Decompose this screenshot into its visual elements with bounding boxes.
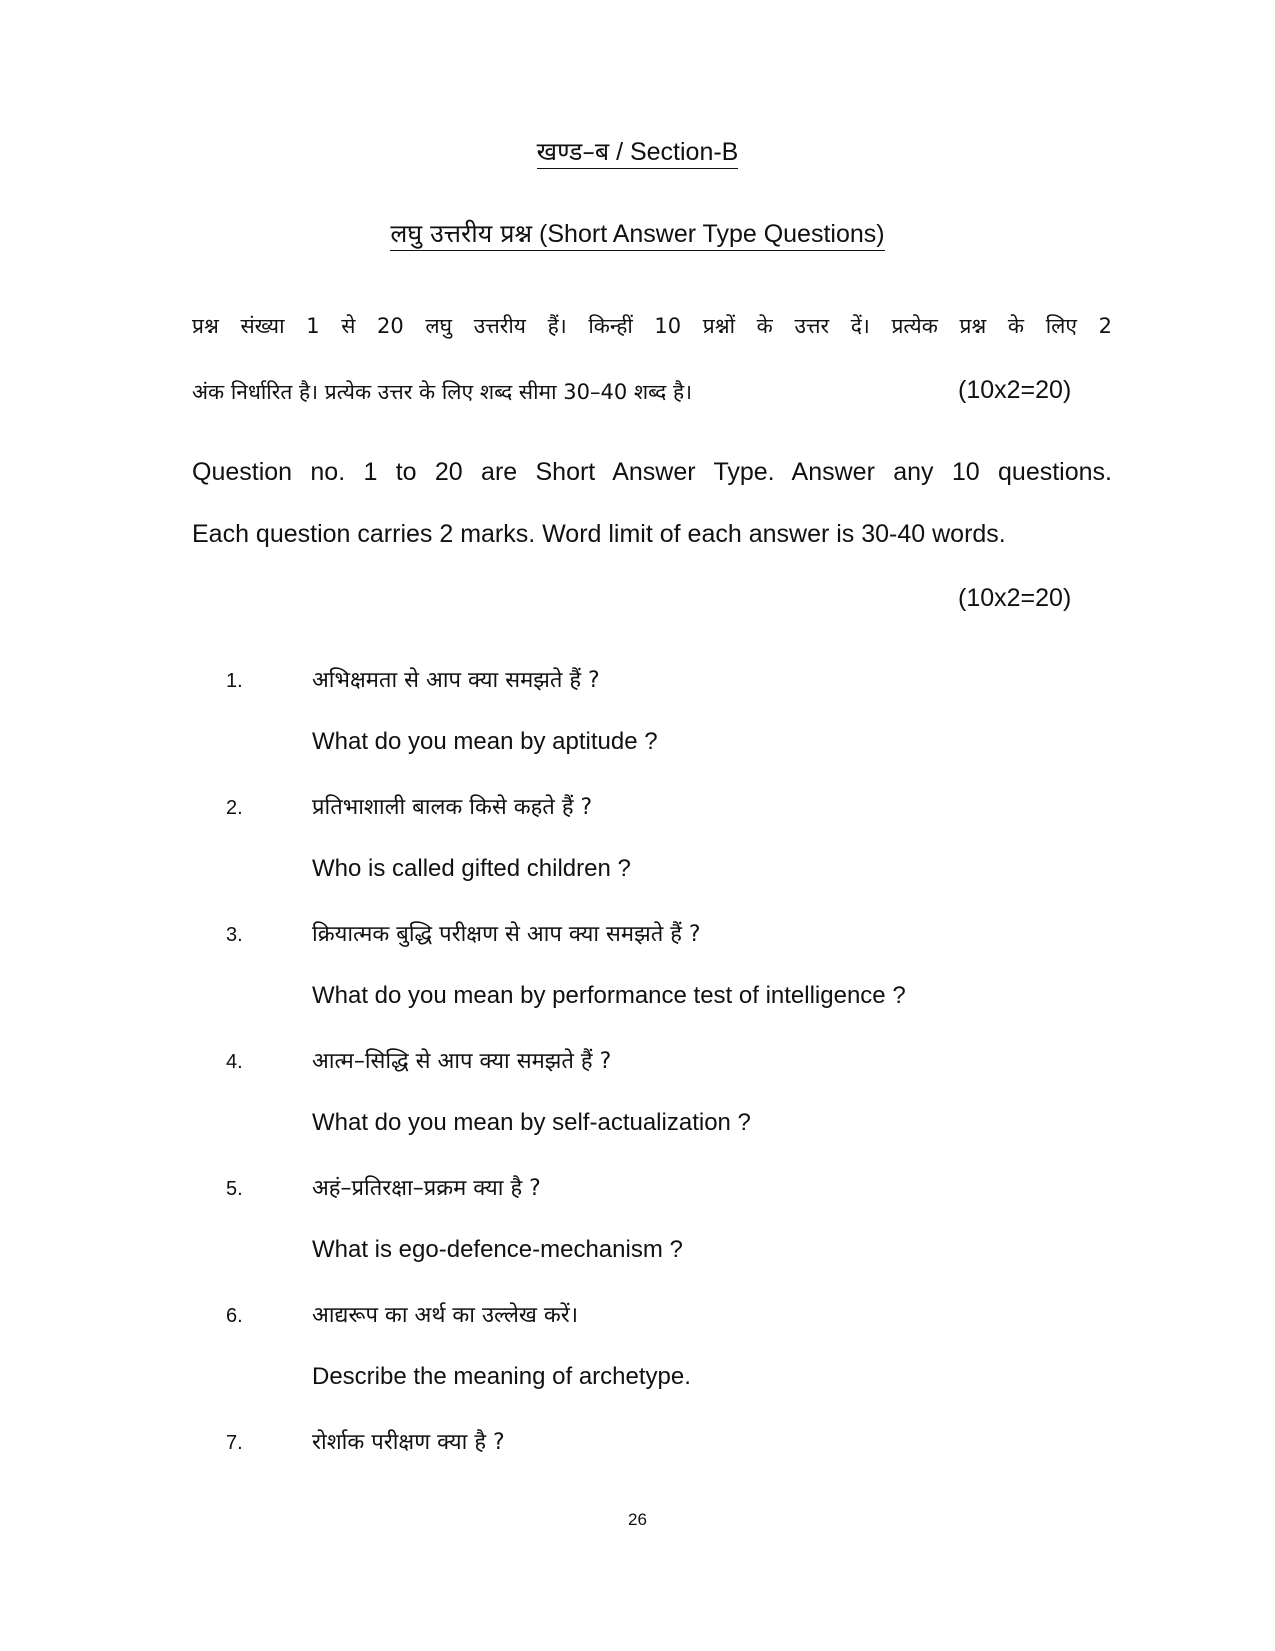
page-number: 26	[628, 1510, 647, 1529]
question-number: 4.	[226, 1051, 243, 1073]
question-type-hindi: लघु उत्तरीय प्रश्न	[390, 219, 533, 248]
question-text-hindi: अभिक्षमता से आप क्या समझते हैं ?	[312, 668, 600, 693]
question-text-hindi: क्रियात्मक बुद्धि परीक्षण से आप क्या समझते हैं ?	[312, 922, 701, 947]
question-text-hindi: प्रतिभाशाली बालक किसे कहते हैं ?	[312, 795, 593, 820]
question-text-hindi: रोर्शाक परीक्षण क्या है ?	[312, 1430, 505, 1455]
question-number: 6.	[226, 1305, 243, 1327]
instructions-hindi-line-2: अंक निर्धारित है। प्रत्येक उत्तर के लिए शब्द सीमा 30–40 शब्द है।	[192, 380, 693, 404]
question-text-hindi: आत्म–सिद्धि से आप क्या समझते हैं ?	[312, 1049, 612, 1074]
question-text-hindi: अहं–प्रतिरक्षा–प्रक्रम क्या है ?	[312, 1176, 541, 1201]
instructions-hindi-line-1: प्रश्न संख्या 1 से 20 लघु उत्तरीय हैं। किन्हीं 10 प्रश्नों के उत्तर दें। प्रत्येक प्रश्न के लिए 2	[192, 314, 1112, 338]
question-text-english: What is ego-defence-mechanism ?	[312, 1236, 683, 1263]
question-number: 2.	[226, 797, 243, 819]
question-number: 7.	[226, 1432, 243, 1454]
section-heading-english: / Section-B	[609, 138, 739, 166]
instructions-english-marks: (10x2=20)	[958, 584, 1072, 612]
question-number: 3.	[226, 924, 243, 946]
question-text-english: Who is called gifted children ?	[312, 855, 631, 882]
question-type-english: (Short Answer Type Questions)	[532, 220, 885, 248]
instructions-hindi-marks: (10x2=20)	[958, 376, 1072, 404]
section-heading	[0, 134, 1275, 168]
section-heading-hindi: खण्ड–ब	[536, 137, 610, 166]
question-text-english: Describe the meaning of archetype.	[312, 1363, 691, 1390]
question-number: 1.	[226, 670, 243, 692]
instructions-english-line-1: Question no. 1 to 20 are Short Answer Type. Answer any 10 questions.	[192, 458, 1112, 486]
question-text-english: What do you mean by self-actualization ?	[312, 1109, 751, 1136]
question-text-english: What do you mean by aptitude ?	[312, 728, 658, 755]
question-text-hindi: आद्यरूप का अर्थ का उल्लेख करें।	[312, 1303, 579, 1328]
question-number: 5.	[226, 1178, 243, 1200]
question-type-heading	[0, 216, 1275, 250]
question-text-english: What do you mean by performance test of intelligence ?	[312, 982, 906, 1009]
instructions-english-line-2: Each question carries 2 marks. Word limit of each answer is 30-40 words.	[192, 520, 1006, 548]
